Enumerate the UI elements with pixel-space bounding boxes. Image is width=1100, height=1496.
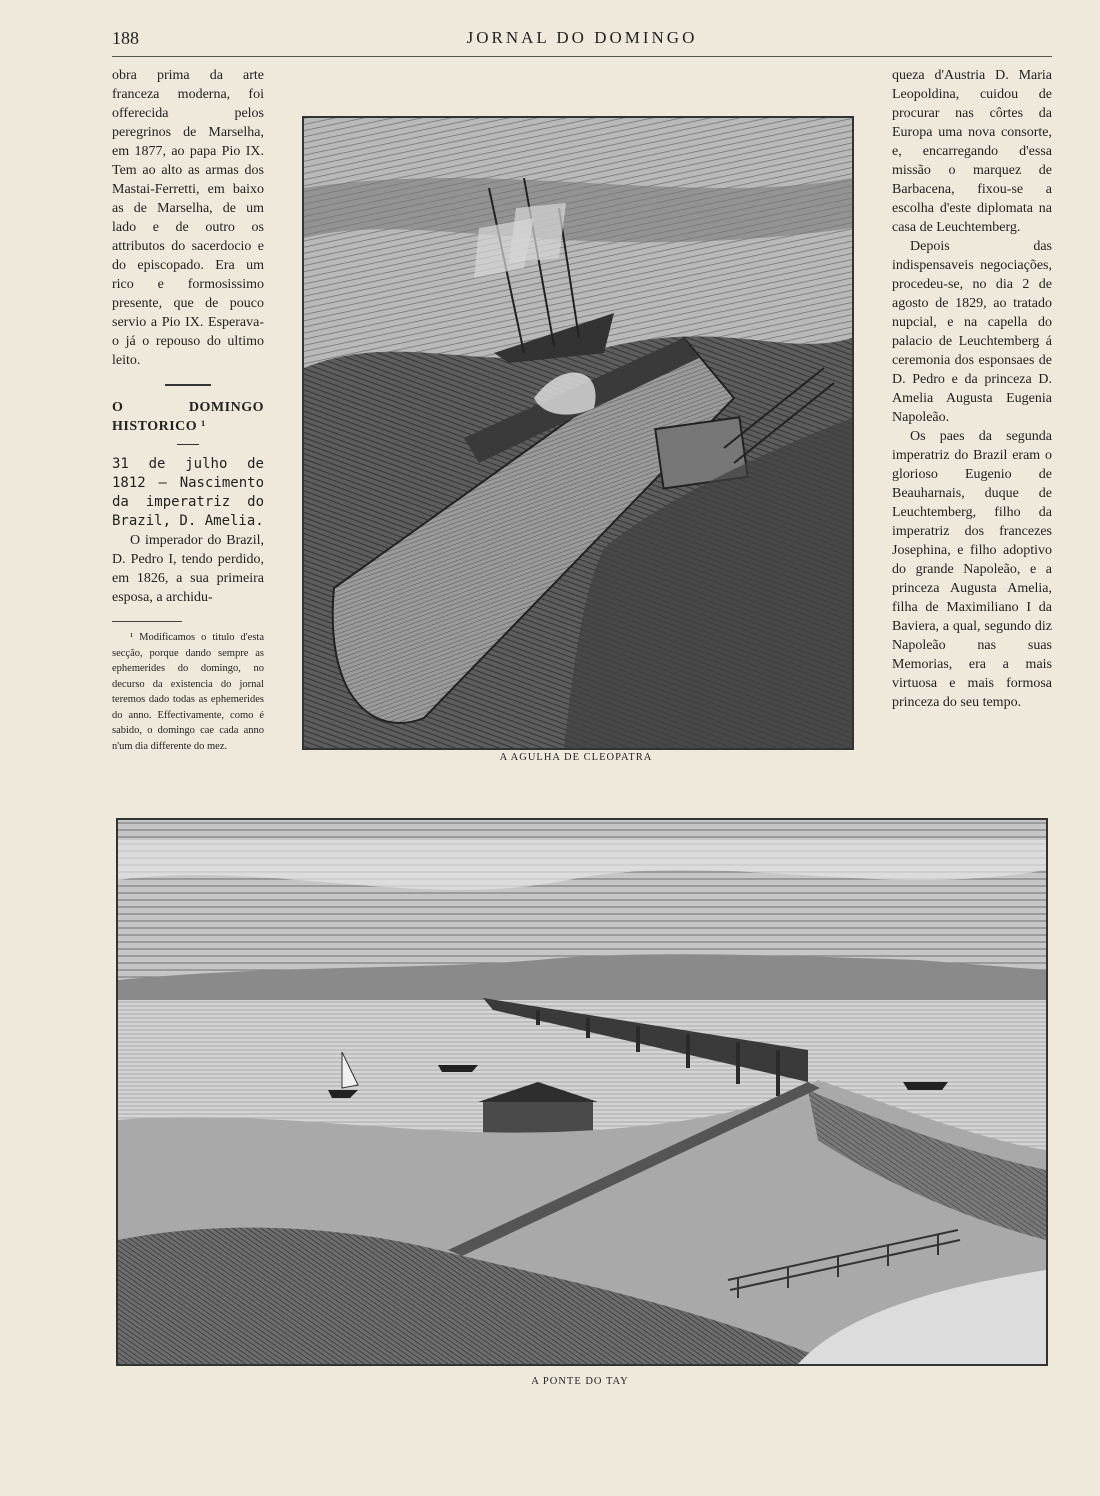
figure-tay-bridge: [116, 818, 1048, 1366]
title-underline: [177, 444, 199, 445]
left-paragraph-1: obra prima da arte franceza moderna, foi offerecida pelos peregrinos de Marselha, em 1877, ao papa Pio IX. Tem ao alto as armas dos Mastai-Ferretti, em baixo as de Marselha, de um lado e de outro os attributos do sacerdocio e do episcopado. Era um rico e formosissimo presente, que de pouco servio a Pio IX. Esperava-o já o repouso do ultimo leito.: [112, 68, 264, 368]
date-heading: 31 de julho de 1812 — Nascimento da imperatriz do Brazil, D. Amelia.: [112, 456, 264, 529]
footnote-rule: [112, 621, 182, 622]
right-paragraph-1: queza d'Austria D. Maria Leopoldina, cuidou de procurar nas côrtes da Europa uma nova consorte, e, encarregando d'essa missão o marquez de Barbacena, fixou-se a escolha d'este diplomata na casa de Leuchtemberg.: [892, 68, 1052, 235]
footnote: ¹ Modificamos o titulo d'esta secção, porque dando sempre as ephemerides do domingo, no decurso da existencia do jornal teremos dado todas as ephemerides do anno. Effectivamente, como é sabido, o domingo cae cada anno n'um dia differente do mez.: [112, 632, 264, 752]
left-paragraph-2: O imperador do Brazil, D. Pedro I, tendo perdido, em 1826, a sua primeira esposa, a archidu-: [112, 533, 264, 605]
page-number: 188: [112, 28, 139, 48]
engraving-tay-bridge: [118, 820, 1046, 1364]
left-column: [112, 66, 264, 754]
engraving-ship-storm: [304, 118, 852, 748]
section-divider: [165, 384, 211, 386]
section-title: O DOMINGO HISTORICO ¹: [112, 400, 264, 434]
figure-cleopatra-needle: [302, 116, 854, 750]
journal-title: JORNAL DO DOMINGO: [466, 28, 698, 47]
right-paragraph-2: Depois das indispensaveis negociações, procedeu-se, no dia 2 de agosto de 1829, ao tratado nupcial, e na capella do palacio de Leuchtemberg á ceremonia dos esponsaes de D. Pedro e da princeza D. Amelia Augusta Eugenia Napoleão.: [892, 239, 1052, 425]
caption-tay-bridge: A PONTE DO TAY: [531, 1376, 629, 1387]
page-header: [112, 28, 1052, 52]
right-column: [892, 66, 1052, 712]
right-paragraph-3: Os paes da segunda imperatriz do Brazil eram o glorioso Eugenio de Beauharnais, duque de Leuchtemberg, filho da imperatriz dos francezes Josephina, e filho adoptivo do grande Napoleão, e a princeza Augusta Amelia, filha de Maximiliano I da Baviera, a qual, segundo diz Napoleão nas suas Memorias, era a mais virtuosa e mais formosa princeza do seu tempo.: [892, 429, 1052, 710]
header-rule: [112, 56, 1052, 57]
caption-cleopatra: A AGULHA DE CLEOPATRA: [499, 752, 653, 763]
